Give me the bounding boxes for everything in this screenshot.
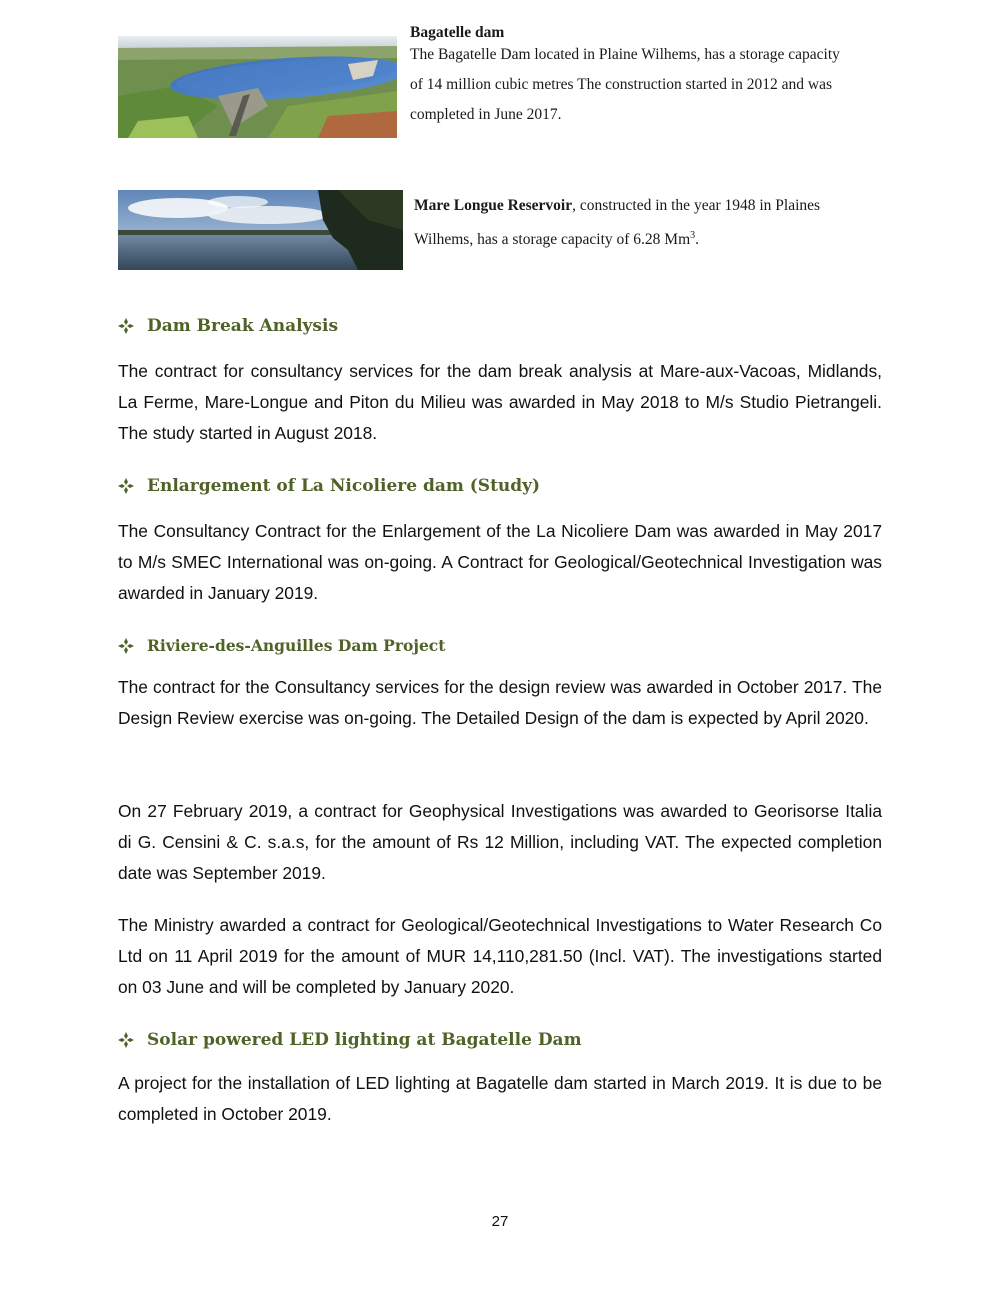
riviere-paragraph-3: The Ministry awarded a contract for Geological/Geotechnical Investigations to Water Research Co Ltd on 11 April 2019 for the amount of MUR 14,110,281.50 (Incl. VAT). The investigations started on 03 June and will be completed by January 2020.	[118, 915, 882, 997]
riviere-heading	[118, 636, 445, 655]
mare-longue-line-1: , constructed in the year 1948 in Plaines	[572, 197, 821, 214]
riviere-paragraph-1: The contract for the Consultancy services for the design review was awarded in October 2017. The Design Review exercise was on-going. The Detailed Design of the dam is expected by April 2020.	[118, 677, 882, 728]
mare-longue-superscript: 3	[690, 230, 696, 241]
bagatelle-line-2: of 14 million cubic metres The construction started in 2012 and was	[410, 76, 832, 93]
riviere-paragraph-2: On 27 February 2019, a contract for Geophysical Investigations was awarded to Georisorse Italia di G. Censini & C. s.a.s, for the amount of Rs 12 Million, including VAT. The expected completion date was September 2019.	[118, 801, 882, 883]
riviere-heading-text: Riviere-des-Anguilles Dam Project	[147, 636, 446, 655]
la-nicoliere-heading	[118, 476, 540, 496]
bagatelle-title: Bagatelle dam	[410, 24, 505, 41]
solar-led-paragraph: A project for the installation of LED lighting at Bagatelle dam started in March 2019. It is due to be completed in October 2019.	[118, 1073, 882, 1124]
bagatelle-dam-photo	[118, 36, 397, 138]
mare-longue-reservoir-photo	[118, 190, 403, 270]
diamond-bullet-icon	[118, 318, 134, 334]
la-nicoliere-heading-text: Enlargement of La Nicoliere dam (Study)	[147, 476, 541, 496]
diamond-bullet-icon	[118, 638, 134, 654]
solar-led-heading	[118, 1030, 582, 1050]
diamond-bullet-icon	[118, 1032, 134, 1048]
page-number: 27	[491, 1213, 509, 1230]
solar-led-heading-text: Solar powered LED lighting at Bagatelle Dam	[147, 1030, 582, 1050]
mare-longue-line-2: Wilhems, has a storage capacity of 6.28 Mm	[414, 231, 691, 249]
bagatelle-line-3: completed in June 2017.	[410, 106, 562, 123]
la-nicoliere-paragraph: The Consultancy Contract for the Enlargement of the La Nicoliere Dam was awarded in May 2017 to M/s SMEC International was on-going. A Contract for Geological/Geotechnical Investigation was awarded in January 2019.	[118, 521, 882, 603]
mare-longue-name: Mare Longue Reservoir	[414, 197, 573, 214]
dam-break-heading-text: Dam Break Analysis	[147, 316, 339, 336]
bagatelle-line-1: The Bagatelle Dam located in Plaine Wilhems, has a storage capacity	[410, 46, 840, 63]
dam-break-paragraph: The contract for consultancy services for the dam break analysis at Mare-aux-Vacoas, Midlands, La Ferme, Mare-Longue and Piton du Milieu was awarded in May 2018 to M/s Studio Pietrangeli. The study started in August 2018.	[118, 361, 882, 443]
diamond-bullet-icon	[118, 478, 134, 494]
dam-break-heading	[118, 316, 338, 336]
mare-longue-line-2-end: .	[695, 231, 700, 249]
